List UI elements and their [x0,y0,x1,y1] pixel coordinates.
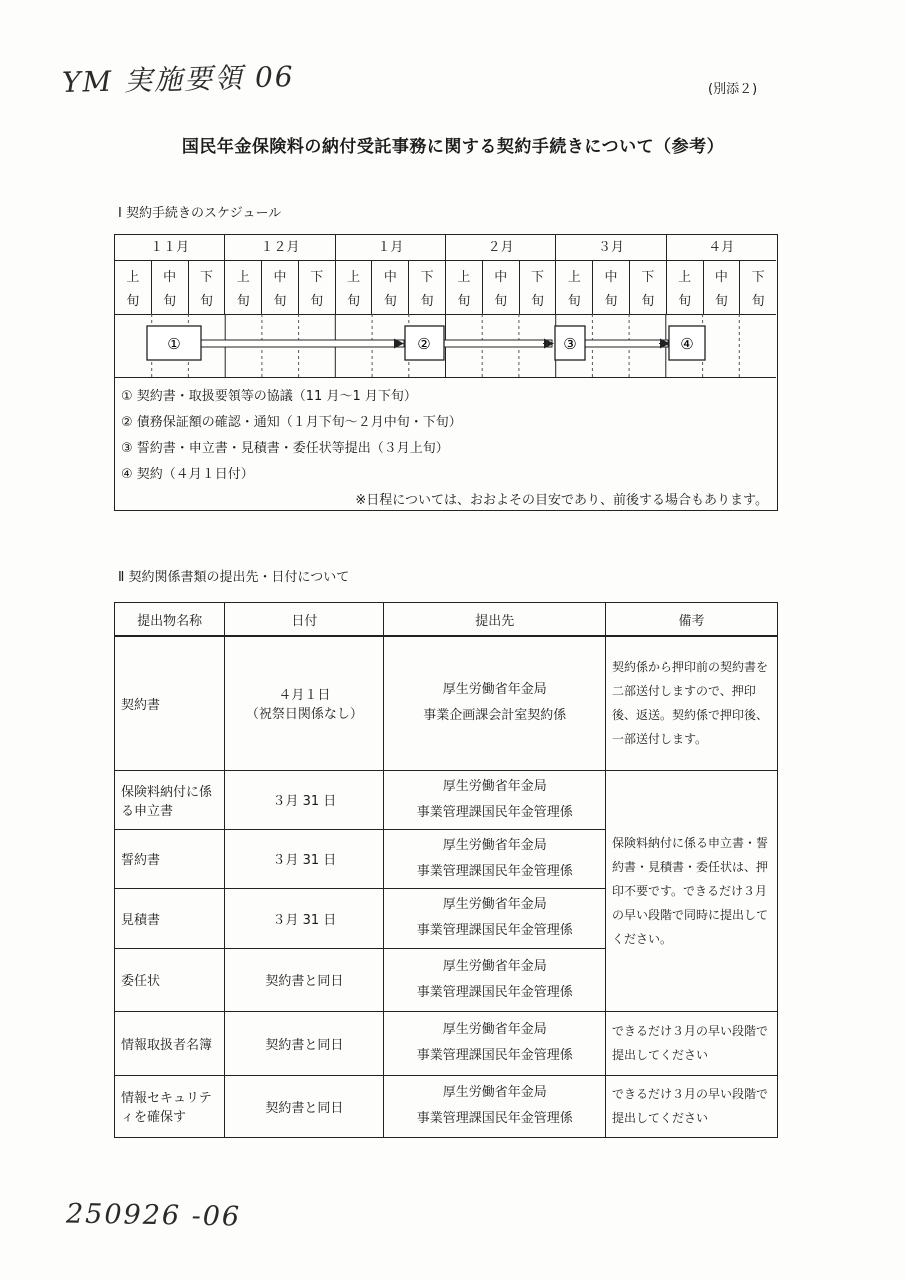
flow-arrow [444,340,553,347]
period-label-bottom: 旬 [163,293,177,309]
period-label-top: 中 [273,269,287,285]
period-label-bottom: 旬 [199,293,213,309]
period-label-top: 上 [678,269,692,285]
period-label-bottom: 旬 [273,293,287,309]
schedule-note: ③ 誓約書・申立書・見積書・委任状等提出（３月上旬） [121,441,449,456]
period-cell [630,260,667,314]
row-note: できるだけ３月の早い段階で提出してください [605,1075,777,1137]
month-cell: ４月 [708,240,735,255]
attachment-label: (別添２) [708,82,758,97]
table-row [115,636,778,770]
flow-arrow [585,340,669,347]
period-cell [189,260,226,314]
step-1-marker: ① [167,335,181,353]
schedule-table [114,234,778,511]
handwritten-note-bottom: 250926 -06 [65,1198,242,1233]
submission-destination: 厚生労働省年金局 事業管理課国民年金管理係 [384,1011,606,1075]
period-cell [593,260,630,314]
submission-date: ４月１日 （祝祭日関係なし） [225,636,384,770]
period-label-bottom: 旬 [310,293,324,309]
period-label-bottom: 旬 [751,293,765,309]
submission-date: ３月 31 日 [225,888,384,948]
period-cell [667,260,704,314]
schedule-notes [115,377,776,509]
table-header-row [115,603,778,637]
submission-destination: 厚生労働省年金局 事業管理課国民年金管理係 [384,1075,606,1137]
period-label-top: 下 [530,269,544,285]
period-cell [336,260,373,314]
row-note: できるだけ３月の早い段階で提出してください [605,1011,777,1075]
submission-date: 契約書と同日 [225,948,384,1011]
month-cell: １１月 [115,235,225,260]
period-label-top: 上 [347,269,361,285]
period-label-top: 中 [604,269,618,285]
document-name: 情報セキュリティを確保す [115,1075,225,1137]
period-label-bottom: 旬 [714,293,728,309]
period-label-top: 上 [457,269,471,285]
submission-date: 契約書と同日 [225,1075,384,1137]
period-header-row [115,260,776,315]
shared-note: 保険料納付に係る申立書・誓約書・見積書・委任状は、押印不要です。できるだけ３月の早い段階で同時に提出してください。 [605,770,777,1011]
column-header: 備考 [605,603,777,637]
period-label-top: 下 [420,269,434,285]
period-cell [446,260,483,314]
period-label-top: 下 [310,269,324,285]
schedule-note: ① 契約書・取扱要領等の協議（11 月～1 月下旬） [121,389,417,404]
month-header-row [115,235,776,261]
column-header: 提出物名称 [115,603,225,637]
period-label-top: 上 [567,269,581,285]
documents-table [114,602,778,1138]
step-4-marker: ④ [680,335,694,353]
period-label-top: 上 [126,269,140,285]
schedule-timeline [115,314,776,378]
submission-destination: 厚生労働省年金局 事業管理課国民年金管理係 [384,770,606,829]
document-name: 保険料納付に係る申立書 [115,770,225,829]
table-row [115,770,778,829]
period-cell [262,260,299,314]
document-name: 委任状 [115,948,225,1011]
period-cell [225,260,262,314]
schedule-note: ④ 契約（４月１日付） [121,467,254,482]
submission-date: 契約書と同日 [225,1011,384,1075]
period-cell [152,260,189,314]
period-label-bottom: 旬 [678,293,692,309]
month-cell: １月 [336,235,446,260]
period-label-top: 下 [199,269,213,285]
period-label-bottom: 旬 [236,293,250,309]
period-cell [704,260,741,314]
period-label-top: 中 [494,269,508,285]
period-label-bottom: 旬 [641,293,655,309]
period-label-bottom: 旬 [383,293,397,309]
submission-destination: 厚生労働省年金局 事業管理課国民年金管理係 [384,888,606,948]
column-header: 提出先 [384,603,606,637]
period-label-bottom: 旬 [530,293,544,309]
column-header: 日付 [225,603,384,637]
period-cell [115,260,152,314]
period-cell [740,260,776,314]
section-2-title: Ⅱ 契約関係書類の提出先・日付について [118,570,350,585]
step-3-marker: ③ [563,335,577,353]
period-label-top: 中 [714,269,728,285]
document-name: 誓約書 [115,829,225,888]
month-cell: ２月 [446,235,556,260]
period-cell [299,260,336,314]
period-cell [409,260,446,314]
period-label-top: 中 [383,269,397,285]
period-cell [520,260,557,314]
period-label-bottom: 旬 [420,293,434,309]
period-label-top: 下 [751,269,765,285]
period-cell [372,260,409,314]
table-row [115,1011,778,1075]
period-label-bottom: 旬 [494,293,508,309]
month-cell: ３月 [556,235,666,260]
document-name: 契約書 [115,636,225,770]
submission-destination: 厚生労働省年金局 事業企画課会計室契約係 [384,636,606,770]
period-cell [556,260,593,314]
period-label-bottom: 旬 [347,293,361,309]
section-1-title: Ⅰ 契約手続きのスケジュール [118,206,282,221]
submission-date: ３月 31 日 [225,770,384,829]
submission-destination: 厚生労働省年金局 事業管理課国民年金管理係 [384,948,606,1011]
submission-destination: 厚生労働省年金局 事業管理課国民年金管理係 [384,829,606,888]
month-cell: １２月 [225,235,335,260]
period-label-bottom: 旬 [126,293,140,309]
document-name: 情報取扱者名簿 [115,1011,225,1075]
submission-date: ３月 31 日 [225,829,384,888]
row-note: 契約係から押印前の契約書を二部送付しますので、押印後、返送。契約係で押印後、一部送付します。 [605,636,777,770]
flow-arrow [201,340,404,347]
handwritten-note-top: YM 実施要領 06 [61,59,296,100]
schedule-note: ② 債務保証額の確認・通知（１月下旬～２月中旬・下旬） [121,415,462,430]
schedule-remark: ※日程については、おおよその目安であり、前後する場合もあります。 [355,493,768,508]
period-cell [483,260,520,314]
period-label-bottom: 旬 [604,293,618,309]
document-name: 見積書 [115,888,225,948]
period-label-bottom: 旬 [457,293,471,309]
period-label-top: 中 [163,269,177,285]
period-label-bottom: 旬 [567,293,581,309]
table-row [115,1075,778,1137]
step-2-marker: ② [417,335,431,353]
timeline-graphic [115,314,776,377]
period-label-top: 下 [641,269,655,285]
period-label-top: 上 [236,269,250,285]
document-title: 国民年金保険料の納付受託事務に関する契約手続きについて（参考） [181,137,725,157]
